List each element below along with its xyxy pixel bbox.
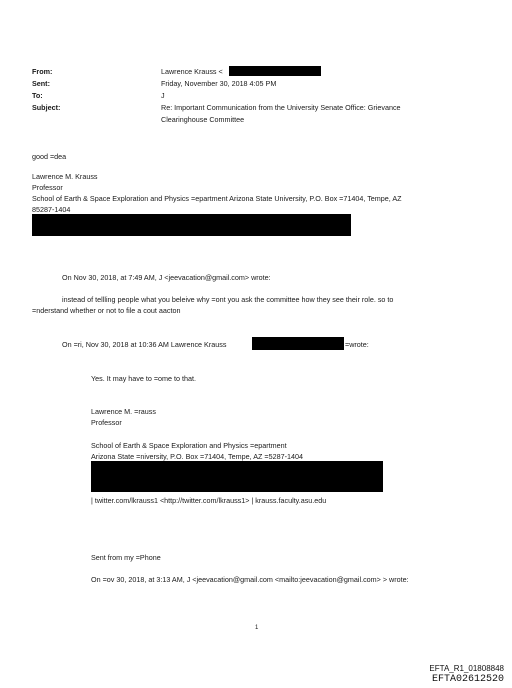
greeting-text: good =dea	[32, 152, 67, 161]
sent-from-line: Sent from my =Phone	[91, 553, 161, 562]
to-value: J	[161, 91, 165, 100]
from-value: Lawrence Krauss <	[161, 67, 223, 76]
signature-name: Lawrence M. Krauss	[32, 172, 98, 181]
redaction-box	[252, 337, 344, 350]
subject-line-2: Clearinghouse Committee	[161, 115, 245, 124]
quote-1-line-1: instead of tellling people what you beleive why =ont you ask the committee how they see their role. so to	[62, 295, 394, 304]
signature-address-line-2: 85287-1404	[32, 205, 71, 214]
quote-2-line-1: Yes. It may have to =ome to that.	[91, 374, 197, 383]
quote-1-header: On Nov 30, 2018, at 7:49 AM, J <jeevacation@gmail.com> wrote:	[62, 273, 271, 282]
signature-title: Professor	[32, 183, 63, 192]
signature-2-address-line-2: Arizona State =niversity, P.O. Box =71404, Tempe, AZ =5287-1404	[91, 452, 303, 461]
quote-1-line-2: =nderstand whether or not to file a cout aacton	[32, 306, 181, 315]
signature-2-links: | twitter.com/lkrauss1 <http://twitter.com/lkrauss1> | krauss.faculty.asu.edu	[91, 496, 327, 505]
subject-line-1: Re: Important Communication from the University Senate Office: Grievance	[161, 103, 401, 112]
bates-stamp-1: EFTA_R1_01808848	[429, 664, 504, 673]
signature-2-name: Lawrence M. =rauss	[91, 407, 156, 416]
sent-value: Friday, November 30, 2018 4:05 PM	[161, 79, 277, 88]
signature-2-title: Professor	[91, 418, 122, 427]
from-label: From:	[32, 67, 53, 76]
signature-2-address-line-1: School of Earth & Space Exploration and Physics =epartment	[91, 441, 287, 450]
quote-3-header: On =ov 30, 2018, at 3:13 AM, J <jeevacation@gmail.com <mailto:jeevacation@gmail.com> > wrote:	[91, 575, 409, 584]
subject-label: Subject:	[32, 103, 61, 112]
redaction-box	[229, 66, 321, 76]
bates-stamp-2: EFTA02612520	[431, 674, 504, 685]
redaction-box	[32, 214, 351, 236]
page-number: 1	[255, 625, 259, 631]
redaction-box	[91, 461, 383, 492]
quote-2-header-start: On =ri, Nov 30, 2018 at 10:36 AM Lawrence Krauss	[62, 340, 227, 349]
sent-label: Sent:	[32, 79, 50, 88]
signature-address-line-1: School of Earth & Space Exploration and Physics =epartment Arizona State University, P.O. Box =71404, Tempe, AZ	[32, 194, 402, 203]
to-label: To:	[32, 91, 43, 100]
quote-2-header-end: =wrote:	[345, 340, 369, 349]
